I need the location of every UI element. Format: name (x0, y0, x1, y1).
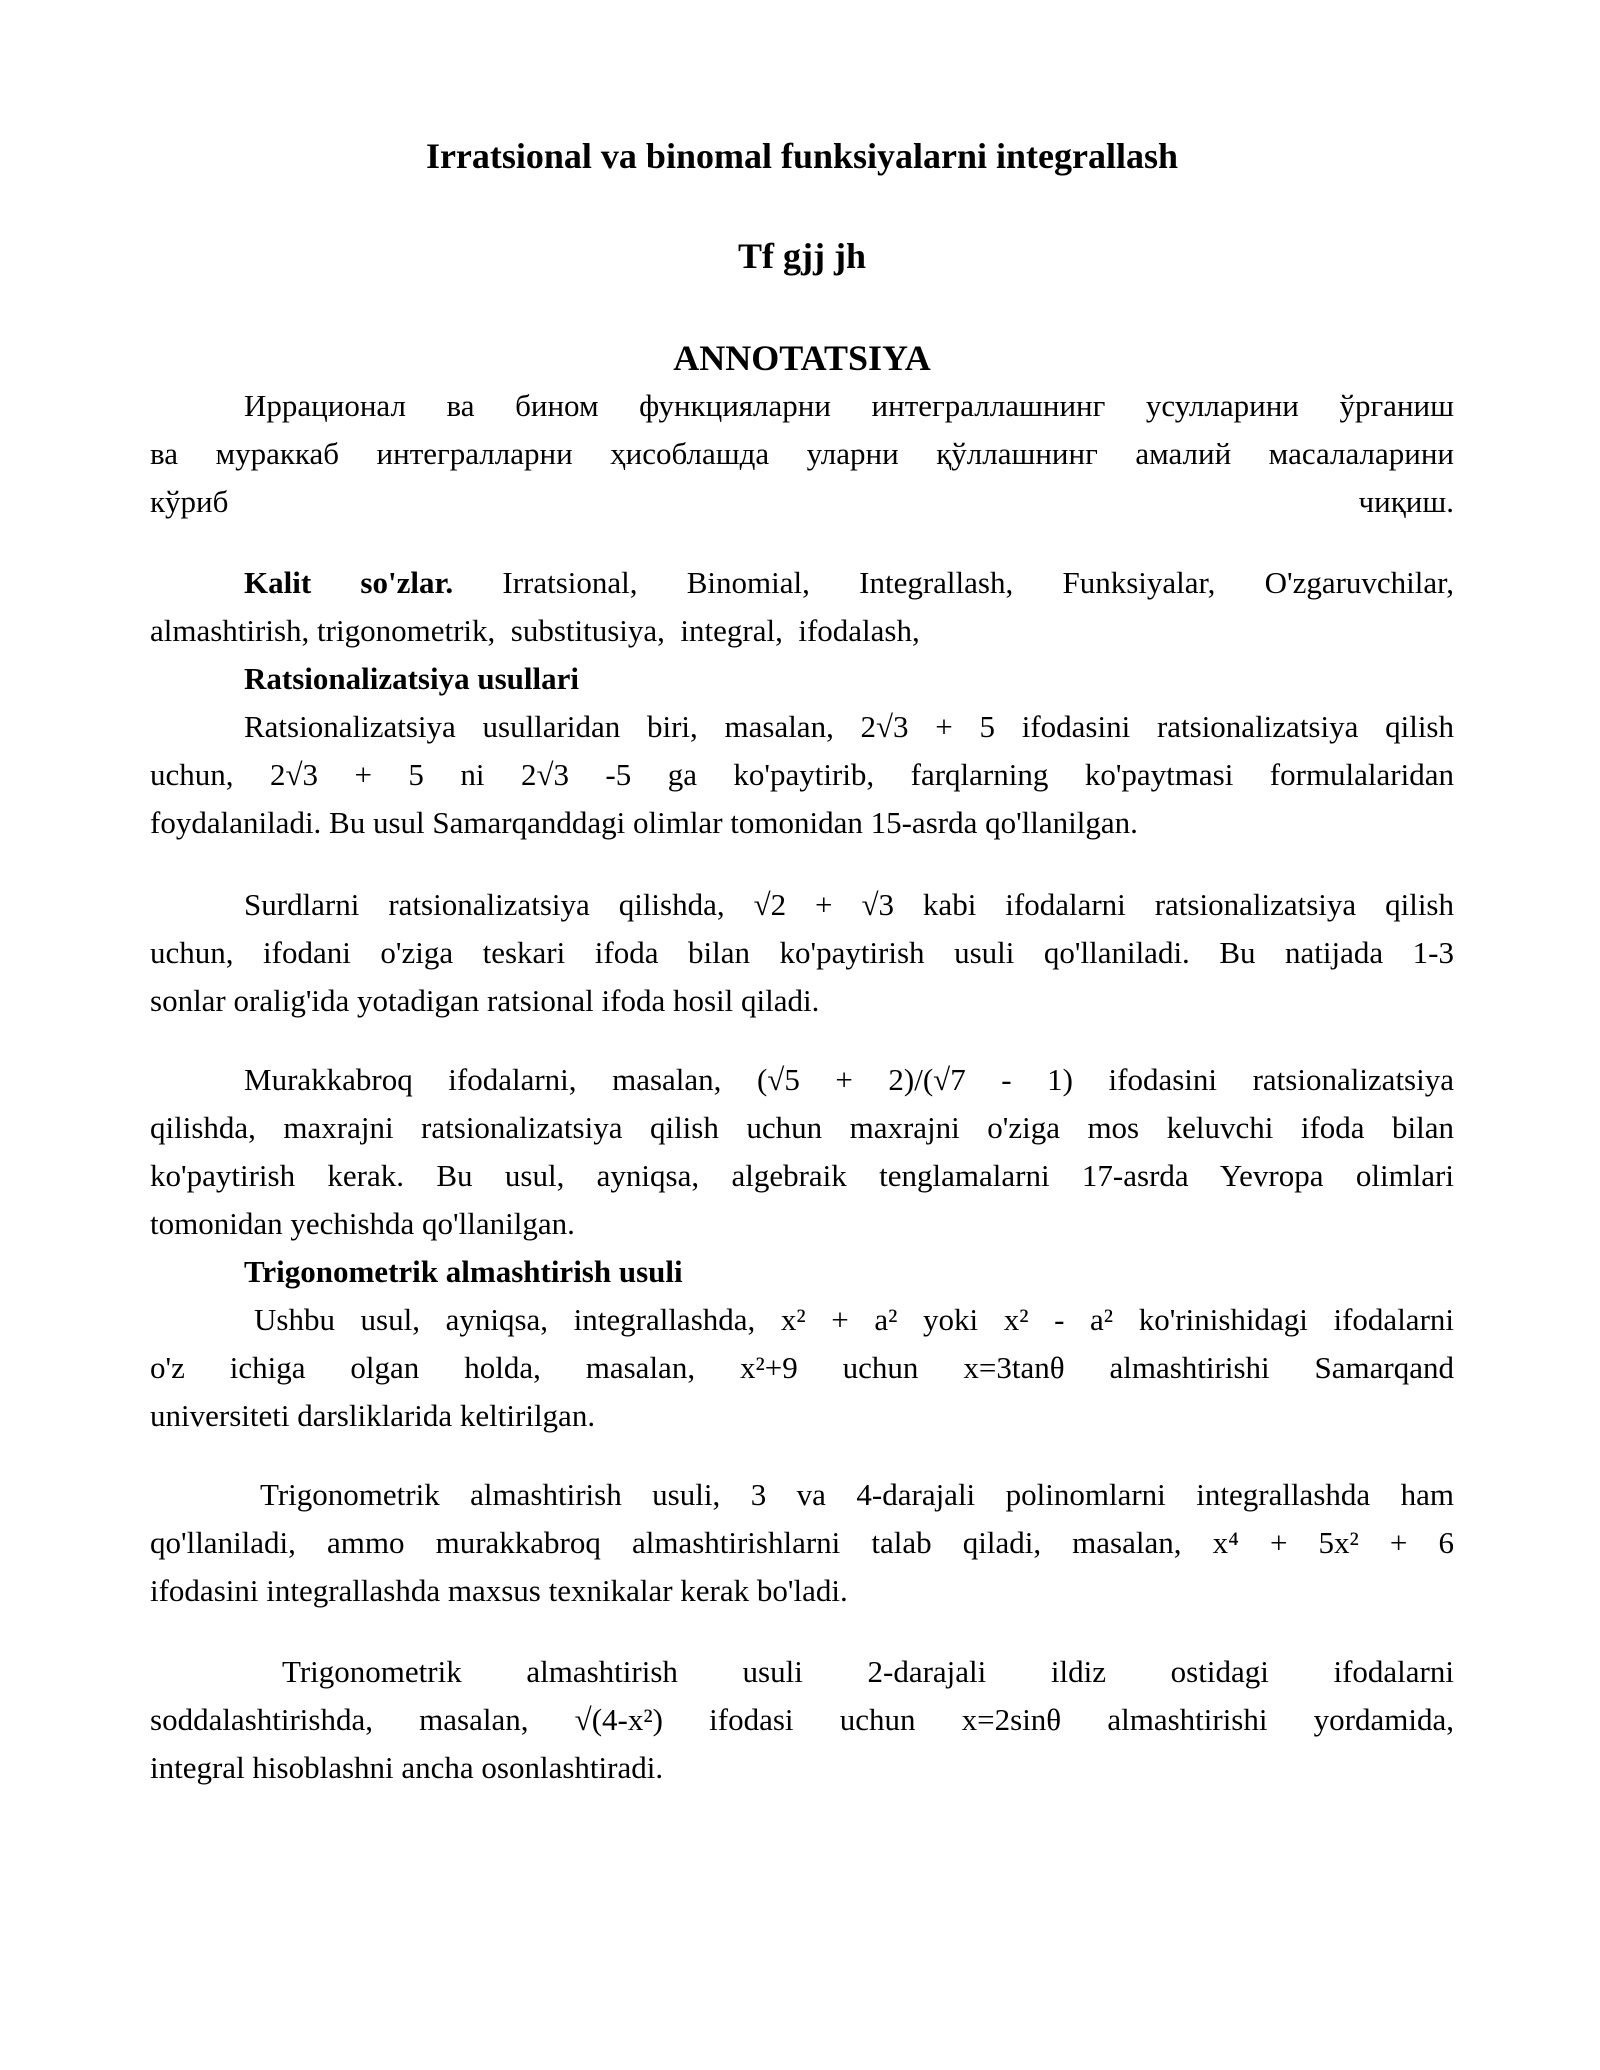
paragraph (150, 703, 1454, 847)
section-heading-ratsionalizatsiya: Ratsionalizatsiya usullari (244, 661, 580, 696)
annotation-paragraph (150, 382, 1454, 526)
paragraph (150, 1296, 1454, 1440)
text-line: ko'paytirish kerak. Bu usul, ayniqsa, algebraik tenglamalarni 17-asrda Yevropa olimlari (150, 1158, 1454, 1193)
text-line: Ratsionalizatsiya usullaridan biri, masalan, 2√3 + 5 ifodasini ratsionalizatsiya qilish (244, 709, 1454, 744)
text-line: qilishda, maxrajni ratsionalizatsiya qilish uchun maxrajni o'ziga mos keluvchi ifoda bilan (150, 1110, 1454, 1145)
text-line: Murakkabroq ifodalarni, masalan, (√5 + 2)/(√7 - 1) ifodasini ratsionalizatsiya (244, 1062, 1454, 1097)
keywords-list: Irratsional, Binomial, Integrallash, Funksiyalar, O'zgaruvchilar, (453, 565, 1454, 600)
text-line: sonlar oralig'ida yotadigan ratsional ifoda hosil qiladi. (150, 983, 820, 1018)
text-line: o'z ichiga olgan holda, masalan, x²+9 uchun x=3tanθ almashtirishi Samarqand (150, 1350, 1454, 1385)
keywords-paragraph (150, 559, 1454, 655)
annotation-heading: ANNOTATSIYA (673, 338, 931, 378)
text-line: uchun, 2√3 + 5 ni 2√3 -5 ga ko'paytirib, farqlarning ko'paytmasi formulalaridan (150, 757, 1454, 792)
keywords-label: Kalit so'zlar. (244, 565, 454, 600)
text-line: universiteti darsliklarida keltirilgan. (150, 1398, 596, 1433)
text-line: Trigonometrik almashtirish usuli 2-darajali ildiz ostidagi ifodalarni (282, 1654, 1454, 1689)
document-subtitle: Tf gjj jh (738, 236, 866, 276)
text-line: ifodasini integrallashda maxsus texnikalar kerak bo'ladi. (150, 1573, 848, 1608)
text-line: Trigonometrik almashtirish usuli, 3 va 4-darajali polinomlarni integrallashda ham (260, 1477, 1454, 1512)
document-title: Irratsional va binomal funksiyalarni integrallash (425, 136, 1179, 176)
paragraph (150, 881, 1454, 1025)
section-heading-trigonometrik: Trigonometrik almashtirish usuli (244, 1254, 683, 1289)
text-line: soddalashtirishda, masalan, √(4-x²) ifodasi uchun x=2sinθ almashtirishi yordamida, (150, 1702, 1454, 1737)
text-line (150, 559, 1454, 607)
text-line: Ushbu usul, ayniqsa, integrallashda, x² + a² yoki x² - a² ko'rinishidagi ifodalarni (254, 1302, 1454, 1337)
text-line: almashtirish, trigonometrik, substitusiya, integral, ifodalash, (150, 613, 920, 648)
text-line: Иррационал ва бином функцияларни интеграллашнинг усулларини ўрганиш (244, 388, 1454, 423)
paragraph (150, 1648, 1454, 1792)
text-line: tomonidan yechishda qo'llanilgan. (150, 1206, 575, 1241)
text-line: кўриб чиқиш. (150, 484, 1454, 519)
paragraph (150, 1056, 1454, 1248)
text-line: integral hisoblashni ancha osonlashtiradi. (150, 1750, 664, 1785)
text-line: uchun, ifodani o'ziga teskari ifoda bilan ko'paytirish usuli qo'llaniladi. Bu natijada 1-3 (150, 935, 1454, 970)
text-line: foydalaniladi. Bu usul Samarqanddagi olimlar tomonidan 15-asrda qo'llanilgan. (150, 805, 1138, 840)
text-line: qo'llaniladi, ammo murakkabroq almashtirishlarni talab qiladi, masalan, x⁴ + 5x² + 6 (150, 1525, 1454, 1560)
text-line: Surdlarni ratsionalizatsiya qilishda, √2 + √3 kabi ifodalarni ratsionalizatsiya qilish (244, 887, 1454, 922)
text-line: ва мураккаб интегралларни ҳисоблашда уларни қўллашнинг амалий масалаларини (150, 436, 1454, 471)
paragraph (150, 1471, 1454, 1615)
